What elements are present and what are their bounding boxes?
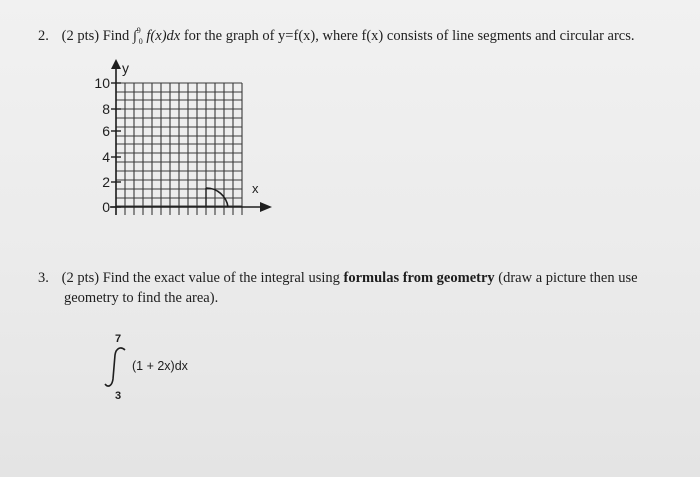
integral-integrand: (1 + 2x)dx [132, 359, 188, 373]
question-text: for the graph of y=f(x), where f(x) consists of line segments and circular arcs. [183, 28, 635, 44]
question-find: Find [102, 28, 130, 44]
integral-sign [103, 345, 133, 389]
y-axis-label: y [122, 60, 129, 76]
y-tick-label: 6 [102, 123, 110, 139]
question-number: 2. [38, 28, 49, 44]
x-axis-label: x [252, 181, 259, 196]
question-points: (2 pts) [61, 28, 100, 44]
question-3 [38, 268, 638, 288]
lower-limit: 0 [138, 37, 143, 46]
integrand: f(x)dx [146, 28, 181, 44]
y-tick-label: 10 [94, 75, 110, 91]
question-bold-text: formulas from geometry [343, 270, 495, 286]
integral-lower-limit: 3 [115, 390, 122, 402]
integral-upper-limit: 7 [115, 333, 122, 345]
y-tick-label: 0 [102, 199, 110, 215]
question-3-line-2: geometry to find the area). [64, 290, 219, 306]
question-text-after: (draw a picture then use [498, 270, 638, 286]
y-tick-label: 8 [102, 101, 110, 117]
integral-symbol: ∫ [132, 29, 137, 44]
upper-limit: 9 [136, 26, 141, 35]
y-tick-label: 2 [102, 174, 110, 190]
x-axis-arrow [260, 202, 272, 212]
question-points: (2 pts) [61, 270, 100, 286]
question-2 [38, 26, 635, 48]
question-number: 3. [38, 270, 49, 286]
question-text: Find the exact value of the integral using [102, 270, 340, 286]
y-tick-labels [94, 75, 110, 215]
y-tick-label: 4 [102, 149, 110, 165]
function-graph [80, 52, 280, 222]
y-axis-arrow [111, 59, 121, 69]
